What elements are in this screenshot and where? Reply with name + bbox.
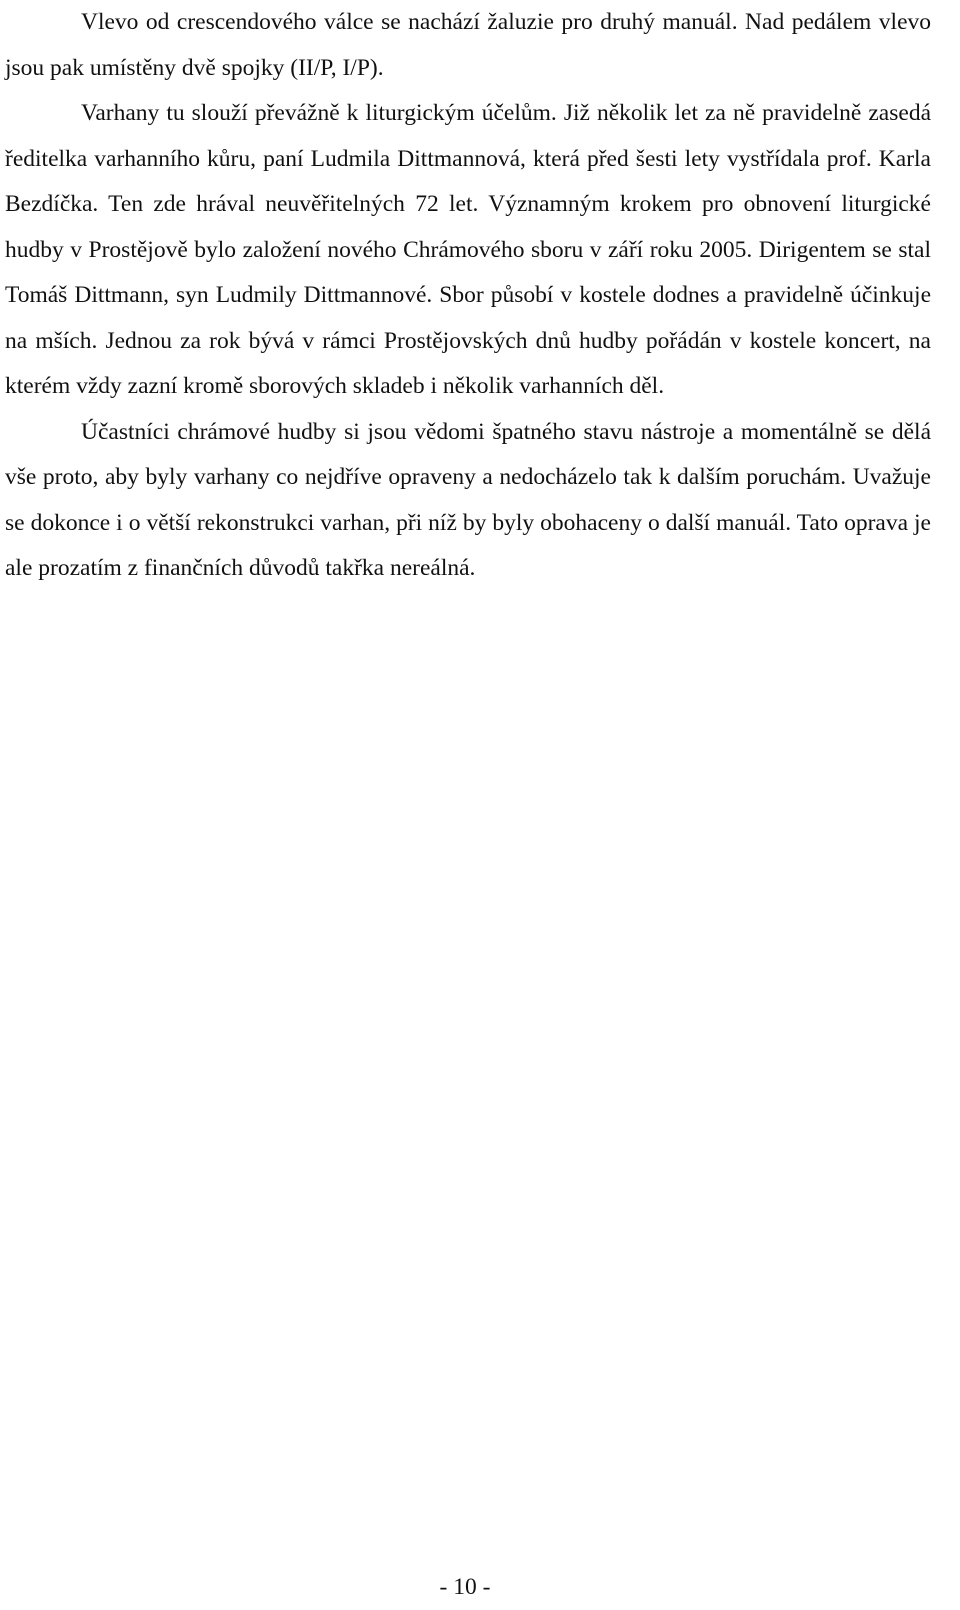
paragraph-instrument-condition: Účastníci chrámové hudby si jsou vědomi špatného stavu nástroje a momentálně se dělá vše proto, aby byly varhany co nejdříve opraveny a nedocházelo tak k dalším poruchám. Uvažuje se dokonce i o větší rekonstrukci varhan, při níž by byly obohaceny o další manuál. Tato oprava je ale prozatím z finančních důvodů takřka nereálná. xyxy=(5,418,931,581)
body-text xyxy=(5,0,931,592)
page-number: - 10 - xyxy=(439,1574,491,1600)
paragraph-liturgical-use: Varhany tu slouží převážně k liturgickým účelům. Již několik let za ně pravidelně zasedá ředitelka varhanního kůru, paní Ludmila Dittmannová, která před šesti lety vystřídala prof. Karla Bezdíčka. Ten zde hrával neuvěřitelných 72 let. Významným krokem pro obnovení liturgické hudby v Prostějově bylo založení nového Chrámového sboru v září roku 2005. Dirigentem se stal Tomáš Dittmann, syn Ludmily Dittmannové. Sbor působí v kostele dodnes a pravidelně účinkuje na mších. Jednou za rok bývá v rámci Prostějovských dnů hudby pořádán v kostele koncert, na kterém vždy zazní kromě sborových skladeb i několik varhanních děl. xyxy=(5,100,931,399)
paragraph-organ-layout: Vlevo od crescendového válce se nachází žaluzie pro druhý manuál. Nad pedálem vlevo jsou pak umístěny dvě spojky (II/P, I/P). xyxy=(5,9,931,81)
